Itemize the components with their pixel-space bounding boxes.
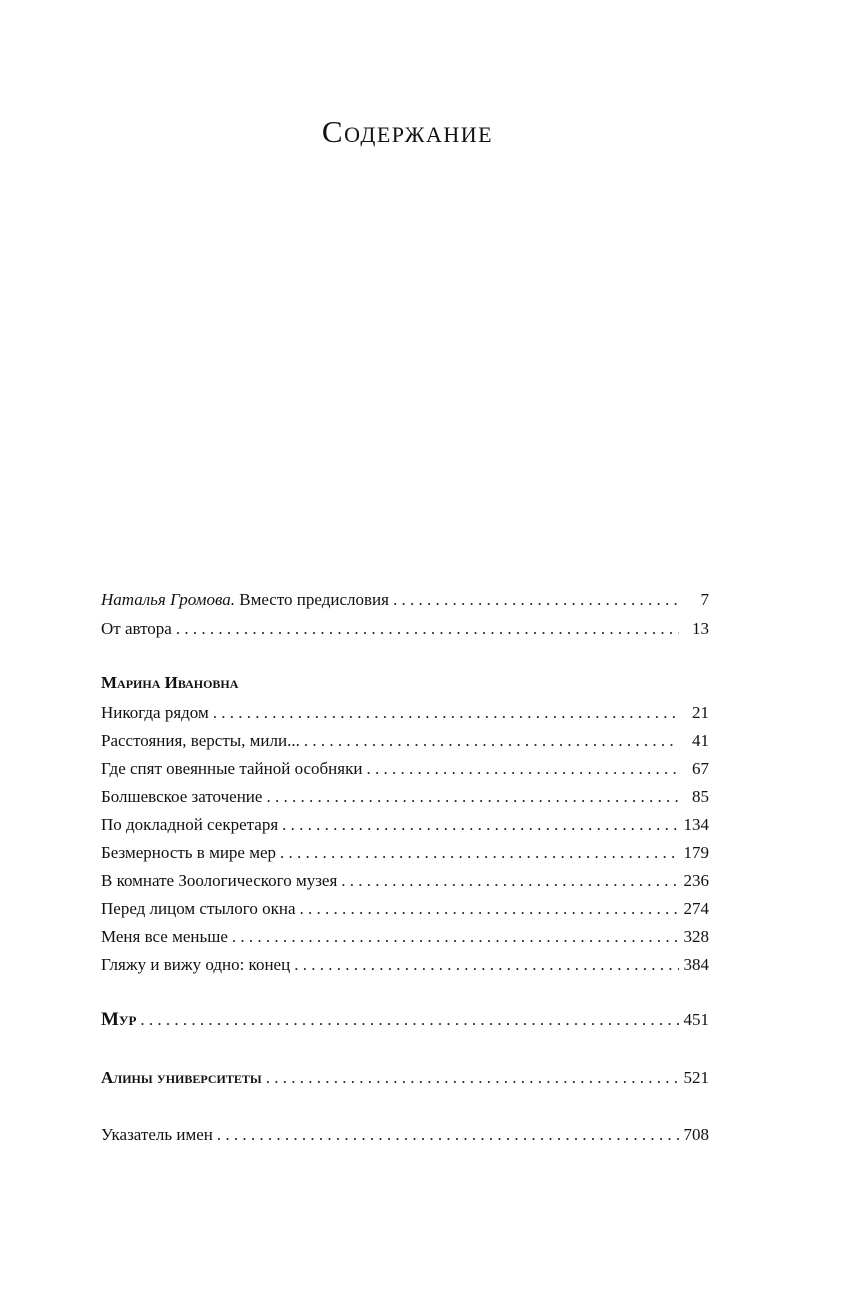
toc-entry-label: От автора [101,619,172,638]
toc-entry-alina[interactable] [101,1067,709,1089]
toc-entry-author: Наталья Громова. [101,590,235,609]
toc-entry-label: Алины университеты [101,1068,262,1087]
toc-entry[interactable] [101,786,709,808]
toc-entry[interactable] [101,702,709,724]
toc-page-number: 708 [683,1125,709,1144]
toc-entry-label: Расстояния, версты, мили... [101,731,300,750]
dot-leader [282,814,679,836]
toc-entry[interactable] [101,758,709,780]
toc-page-number: 236 [683,871,709,890]
toc-page-number: 384 [683,955,709,974]
dot-leader [280,842,679,864]
toc-entry[interactable] [101,842,709,864]
toc-entry-label: По докладной секретаря [101,815,279,834]
toc-entry-label: В комнате Зоологического музея [101,871,338,890]
toc-entry-label: Безмерность в мире мер [101,843,277,862]
toc-page-number: 85 [692,787,709,806]
toc-entry-title: Вместо предисловия [239,590,389,609]
toc-entry-index[interactable] [101,1124,709,1146]
toc-entry-label: Указатель имен [101,1125,213,1144]
toc-entry[interactable] [101,898,709,920]
toc-entry-label [101,589,389,611]
toc-entry[interactable] [101,926,709,948]
dot-leader [266,786,679,808]
toc-page-number: 451 [683,1010,709,1029]
dot-leader [213,702,679,724]
toc-entry-label: Мур [101,1009,137,1030]
toc-entry[interactable] [101,954,709,976]
dot-leader [393,589,679,611]
toc-page-number: 41 [692,731,709,750]
toc-entry-label: Болшевское заточение [101,787,263,806]
dot-leader [341,870,679,892]
dot-leader [300,898,680,920]
toc-entry-label: Никогда рядом [101,703,209,722]
toc-entry-mur[interactable] [101,1009,709,1031]
toc-entry[interactable] [101,870,709,892]
dot-leader [232,926,679,948]
toc-entry-from-author[interactable] [101,618,709,640]
dot-leader [266,1067,679,1089]
toc-entry-preface[interactable] [101,589,709,611]
dot-leader [366,758,679,780]
section-heading-marina: Марина Ивановна [101,673,239,692]
toc-entry-label: Гляжу и вижу одно: конец [101,955,291,974]
toc-page-number: 21 [692,703,709,722]
toc-page-number: 7 [700,590,709,609]
page-title: Содержание [321,114,494,149]
toc-page-number: 274 [683,899,709,918]
toc-entry-label: Меня все меньше [101,927,228,946]
toc-entry[interactable] [101,730,709,752]
toc-page-number: 134 [683,815,709,834]
toc-page-number: 67 [692,759,709,778]
dot-leader [217,1124,679,1146]
toc-entry[interactable] [101,814,709,836]
dot-leader [304,730,679,752]
dot-leader [294,954,679,976]
dot-leader [140,1009,679,1031]
toc-page-number: 521 [683,1068,709,1087]
toc-page-number: 328 [683,927,709,946]
toc-page-number: 179 [683,843,709,862]
toc-page-number: 13 [692,619,709,638]
dot-leader [176,618,679,640]
toc-entry-label: Перед лицом стылого окна [101,899,296,918]
toc-entry-label: Где спят овеянные тайной особняки [101,759,363,778]
